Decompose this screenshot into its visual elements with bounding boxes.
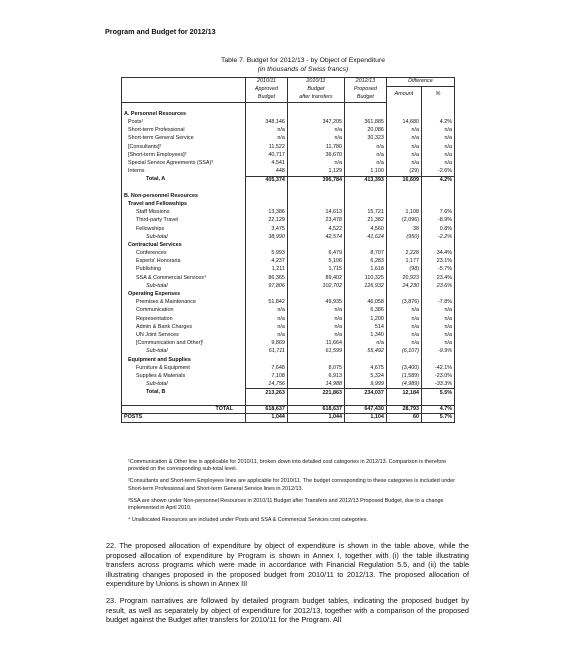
row-value-1: 618,637: [246, 405, 288, 414]
row-value-5: -2.2%: [422, 233, 455, 241]
row-value-2: n/a: [287, 323, 344, 331]
row-label: Supplies & Materials: [122, 373, 246, 381]
row-value-3: [344, 356, 386, 364]
row-value-2: 61,599: [287, 348, 344, 356]
row-value-1: n/a: [246, 307, 288, 315]
amount-header: Amount: [386, 86, 421, 102]
table-row: [122, 176, 455, 184]
table-row: [122, 283, 455, 291]
row-label: Sub-total: [122, 233, 246, 241]
row-value-5: 5.5%: [422, 389, 455, 397]
row-label: Conferences: [122, 250, 246, 258]
row-value-1: 97,806: [246, 283, 288, 291]
row-value-5: 4.2%: [422, 176, 455, 184]
table-row: [122, 348, 455, 356]
row-value-3: n/a: [344, 340, 386, 348]
row-value-4: 1,177: [386, 258, 421, 266]
row-value-4: n/a: [386, 323, 421, 331]
row-value-1: n/a: [246, 135, 288, 143]
row-label: Staff Missions: [122, 209, 246, 217]
table-row: [122, 184, 455, 192]
row-value-3: 5,324: [344, 373, 386, 381]
row-label: [Consultants]²: [122, 143, 246, 151]
row-label: Furniture & Equipment: [122, 364, 246, 372]
row-value-5: -2.6%: [422, 168, 455, 176]
col3-h2: Proposed: [344, 86, 386, 94]
row-value-1: 213,263: [246, 389, 288, 397]
row-label: Fellowships: [122, 225, 246, 233]
col1-h2: Approved: [246, 86, 288, 94]
table-row: [122, 201, 455, 209]
row-value-5: 23.6%: [422, 283, 455, 291]
row-label: [Communication and Other]¹: [122, 340, 246, 348]
row-label: Total, B: [122, 389, 246, 397]
paragraph-22: 22. The proposed allocation of expenditure by object of expenditure is shown in the table above, while the proposed allocation of expenditure by Program is shown in Annex I, together with (i) the table illustrating transfers across programs which were made in accordance with Financial Regulation 5.5, and (ii) the table illustrating changes proposed in the proposed budget from 2010/11 to 2012/13. The proposed allocation of expenditure by Unions is shown in Annex III: [106, 541, 469, 589]
grand-total-row: [122, 405, 455, 414]
row-value-1: 40,717: [246, 152, 288, 160]
row-label: [122, 184, 246, 192]
row-value-2: n/a: [287, 307, 344, 315]
row-value-1: [246, 184, 288, 192]
row-value-2: 49,935: [287, 299, 344, 307]
row-value-4: (2,096): [386, 217, 421, 225]
row-value-3: 413,393: [344, 176, 386, 184]
table-row: [122, 381, 455, 389]
row-value-2: 11,780: [287, 143, 344, 151]
col3-h1: 2012/13: [344, 78, 386, 87]
row-value-4: (4,989): [386, 381, 421, 389]
row-value-3: 4,560: [344, 225, 386, 233]
row-label: Travel and Fellowships: [122, 201, 246, 209]
row-value-4: 16,609: [386, 176, 421, 184]
row-label: Admin & Bank Charges: [122, 323, 246, 331]
row-label: [122, 397, 246, 405]
row-value-3: 1,340: [344, 332, 386, 340]
table-row: [122, 274, 455, 282]
row-label: Interns: [122, 168, 246, 176]
row-value-1: 1,044: [246, 414, 288, 423]
row-value-2: n/a: [287, 332, 344, 340]
row-value-5: [422, 184, 455, 192]
row-value-4: n/a: [386, 127, 421, 135]
row-value-3: 234,037: [344, 389, 386, 397]
table-row: [122, 364, 455, 372]
row-value-3: 1,100: [344, 168, 386, 176]
row-value-5: n/a: [422, 332, 455, 340]
row-value-1: 348,146: [246, 119, 288, 127]
row-value-2: 1,044: [287, 414, 344, 423]
row-value-5: 23.1%: [422, 258, 455, 266]
row-value-3: 110,325: [344, 274, 386, 282]
row-value-3: 1,104: [344, 414, 386, 423]
row-value-5: 4.7%: [422, 405, 455, 414]
row-value-1: 22,129: [246, 217, 288, 225]
row-value-3: [344, 201, 386, 209]
table-header-row-1: [122, 78, 455, 87]
table-row: [122, 225, 455, 233]
table-row: [122, 340, 455, 348]
row-value-1: [246, 102, 288, 110]
row-value-1: 14,756: [246, 381, 288, 389]
row-value-4: [386, 201, 421, 209]
row-value-3: 8,707: [344, 250, 386, 258]
row-value-3: [344, 111, 386, 119]
row-label: Total, A: [122, 176, 246, 184]
row-value-5: -9.9%: [422, 348, 455, 356]
row-value-2: 6,913: [287, 373, 344, 381]
table-row: [122, 373, 455, 381]
row-value-2: 6,479: [287, 250, 344, 258]
posts-row: [122, 414, 455, 423]
row-label: UN Joint Services: [122, 332, 246, 340]
row-value-4: n/a: [386, 332, 421, 340]
row-value-4: n/a: [386, 143, 421, 151]
row-value-3: 41,624: [344, 233, 386, 241]
row-value-2: 618,637: [287, 405, 344, 414]
row-value-5: 5.7%: [422, 414, 455, 423]
row-value-5: -7.8%: [422, 299, 455, 307]
table-row: [122, 266, 455, 274]
row-label: Posts¹: [122, 119, 246, 127]
table-row: [122, 307, 455, 315]
row-value-2: 8,075: [287, 364, 344, 372]
row-value-4: n/a: [386, 152, 421, 160]
row-label: SSA & Commercial Services⁴: [122, 274, 246, 282]
row-value-3: n/a: [344, 152, 386, 160]
row-value-4: n/a: [386, 315, 421, 323]
row-value-1: 4,237: [246, 258, 288, 266]
row-value-2: [287, 397, 344, 405]
table-title-block: [118, 56, 488, 74]
row-value-4: 24,230: [386, 283, 421, 291]
row-label: Operating Expenses: [122, 291, 246, 299]
row-label: Premises & Maintenance: [122, 299, 246, 307]
row-value-4: (98): [386, 266, 421, 274]
row-label: A. Personnel Resources: [122, 111, 246, 119]
row-value-5: n/a: [422, 307, 455, 315]
row-value-4: n/a: [386, 307, 421, 315]
row-value-3: [344, 192, 386, 200]
row-value-4: [386, 102, 421, 110]
row-value-2: 11,664: [287, 340, 344, 348]
table-row: [122, 209, 455, 217]
row-value-3: [344, 291, 386, 299]
row-label: Sub-total: [122, 381, 246, 389]
row-value-4: 14,680: [386, 119, 421, 127]
row-value-5: [422, 397, 455, 405]
row-value-3: 647,430: [344, 405, 386, 414]
row-value-1: 13,386: [246, 209, 288, 217]
row-value-4: n/a: [386, 160, 421, 168]
row-value-5: 34.4%: [422, 250, 455, 258]
row-label: Equipment and Supplies: [122, 356, 246, 364]
row-value-4: (3,400): [386, 364, 421, 372]
row-value-2: 221,863: [287, 389, 344, 397]
row-value-4: (3,876): [386, 299, 421, 307]
row-value-2: 5,106: [287, 258, 344, 266]
row-label: Short-term Professional: [122, 127, 246, 135]
table-row: [122, 192, 455, 200]
row-value-3: 126,932: [344, 283, 386, 291]
row-value-4: 20,923: [386, 274, 421, 282]
row-value-1: n/a: [246, 323, 288, 331]
row-value-3: [344, 102, 386, 110]
row-value-1: [246, 111, 288, 119]
footnote-3: ³SSA are shown under Non-personnel Resources in 2010/11 Budget after Transfers and 2012/13 Proposed Budget, due to a change implemented in April 2010.: [128, 497, 444, 512]
row-value-5: [422, 291, 455, 299]
row-value-2: 23,478: [287, 217, 344, 225]
row-value-1: n/a: [246, 315, 288, 323]
col2-h2: Budget: [287, 86, 344, 94]
table-row: [122, 217, 455, 225]
row-value-4: (29): [386, 168, 421, 176]
row-label: Sub-total: [122, 283, 246, 291]
row-value-1: 51,842: [246, 299, 288, 307]
row-value-1: n/a: [246, 127, 288, 135]
row-value-3: 55,492: [344, 348, 386, 356]
table-row: [122, 315, 455, 323]
table-header-row-2: [122, 86, 455, 94]
table-row: [122, 356, 455, 364]
row-value-4: (950): [386, 233, 421, 241]
row-label: Sub-total: [122, 348, 246, 356]
table-row: [122, 332, 455, 340]
row-value-1: [246, 201, 288, 209]
row-value-3: [344, 184, 386, 192]
row-value-5: n/a: [422, 135, 455, 143]
table-row: [122, 299, 455, 307]
table-row: [122, 233, 455, 241]
row-label: Third-party Travel: [122, 217, 246, 225]
row-value-4: 2,228: [386, 250, 421, 258]
row-value-1: 4,541: [246, 160, 288, 168]
row-value-1: 9,869: [246, 340, 288, 348]
row-value-5: n/a: [422, 143, 455, 151]
row-value-1: 7,108: [246, 373, 288, 381]
row-value-3: [344, 397, 386, 405]
row-value-5: 0.8%: [422, 225, 455, 233]
col3-h3: Budget: [344, 94, 386, 102]
col2-h1: 2010/11: [287, 78, 344, 87]
row-value-5: n/a: [422, 127, 455, 135]
row-value-5: [422, 201, 455, 209]
row-value-4: 38: [386, 225, 421, 233]
row-label: Publishing: [122, 266, 246, 274]
row-value-1: 405,374: [246, 176, 288, 184]
row-value-4: [386, 291, 421, 299]
row-value-1: [246, 192, 288, 200]
row-value-3: 6,386: [344, 307, 386, 315]
table-row: [122, 135, 455, 143]
row-value-5: 4.2%: [422, 119, 455, 127]
table-row: [122, 168, 455, 176]
row-value-3: 21,382: [344, 217, 386, 225]
row-value-4: [386, 356, 421, 364]
row-value-2: 1,715: [287, 266, 344, 274]
row-value-2: [287, 111, 344, 119]
row-value-4: n/a: [386, 135, 421, 143]
row-value-2: 14,613: [287, 209, 344, 217]
row-value-4: n/a: [386, 340, 421, 348]
row-value-4: 60: [386, 414, 421, 423]
row-value-4: 28,793: [386, 405, 421, 414]
row-value-3: [344, 242, 386, 250]
row-value-3: 46,058: [344, 299, 386, 307]
row-value-2: 36,670: [287, 152, 344, 160]
row-value-5: -8.9%: [422, 217, 455, 225]
row-value-1: [246, 356, 288, 364]
row-value-3: 20,086: [344, 127, 386, 135]
row-value-5: [422, 192, 455, 200]
row-value-5: 23.4%: [422, 274, 455, 282]
row-value-4: 12,184: [386, 389, 421, 397]
row-value-3: n/a: [344, 160, 386, 168]
row-value-5: [422, 102, 455, 110]
row-value-2: n/a: [287, 127, 344, 135]
row-value-3: 30,323: [344, 135, 386, 143]
row-value-5: n/a: [422, 315, 455, 323]
row-value-2: 396,784: [287, 176, 344, 184]
table-row: [122, 119, 455, 127]
col2-h3: after transfers: [287, 94, 344, 102]
footnote-4: ⁴ Unallocated Resources are included under Posts and SSA & Commercial Services cost categories.: [128, 517, 368, 524]
row-value-1: 86,365: [246, 274, 288, 282]
row-value-2: 42,574: [287, 233, 344, 241]
row-value-3: 4,675: [344, 364, 386, 372]
row-value-5: [422, 356, 455, 364]
row-value-4: [386, 111, 421, 119]
row-label: Experts' Honoraria: [122, 258, 246, 266]
row-value-4: 1,108: [386, 209, 421, 217]
row-value-4: [386, 184, 421, 192]
row-label: POSTS: [122, 414, 246, 423]
row-value-1: n/a: [246, 332, 288, 340]
row-value-4: [386, 242, 421, 250]
footnote-2: ²Consultants and Short-term Employees lines are applicable for 2010/11. The budget corresponding to these categories is included under Short-term Professional and Short-term General Service lines in 2012/13.: [128, 478, 456, 492]
row-value-3: 6,283: [344, 258, 386, 266]
row-value-2: [287, 102, 344, 110]
footnotes: [128, 459, 458, 529]
row-value-2: [287, 291, 344, 299]
row-value-3: 15,721: [344, 209, 386, 217]
row-value-2: n/a: [287, 315, 344, 323]
row-value-1: 7,648: [246, 364, 288, 372]
row-value-3: n/a: [344, 143, 386, 151]
row-value-2: 102,702: [287, 283, 344, 291]
row-value-2: [287, 184, 344, 192]
table-row: [122, 102, 455, 110]
row-value-3: 1,618: [344, 266, 386, 274]
table-row: [122, 389, 455, 397]
row-value-1: 3,475: [246, 225, 288, 233]
row-value-1: 11,522: [246, 143, 288, 151]
row-value-1: 61,711: [246, 348, 288, 356]
row-value-5: n/a: [422, 152, 455, 160]
table-row: [122, 127, 455, 135]
row-value-2: [287, 201, 344, 209]
paragraph-23: 23. Program narratives are followed by detailed program budget tables, indicating the proposed budget by result, as well as separately by object of expenditure for 2012/13, together with a comparison of the proposed budget against the Budget after transfers for 2010/11 for the Program. All: [106, 596, 469, 625]
row-value-2: 14,988: [287, 381, 344, 389]
row-value-5: 7.6%: [422, 209, 455, 217]
row-value-2: [287, 242, 344, 250]
row-label: Representation: [122, 315, 246, 323]
row-value-4: (1,589): [386, 373, 421, 381]
row-value-2: n/a: [287, 135, 344, 143]
row-label: Short-term General Service: [122, 135, 246, 143]
table-row: [122, 250, 455, 258]
difference-header: Difference: [386, 78, 454, 87]
row-value-5: -42.1%: [422, 364, 455, 372]
row-value-1: 1,211: [246, 266, 288, 274]
page-header: Program and Budget for 2012/13: [105, 27, 216, 36]
row-value-5: n/a: [422, 323, 455, 331]
budget-table: [121, 77, 455, 423]
row-value-1: 448: [246, 168, 288, 176]
row-value-2: 347,205: [287, 119, 344, 127]
row-label: Special Service Agreements (SSA)³: [122, 160, 246, 168]
row-value-1: 5,993: [246, 250, 288, 258]
row-value-5: [422, 111, 455, 119]
table-subtitle: (in thousands of Swiss francs): [257, 66, 349, 73]
row-label: TOTAL: [122, 405, 246, 414]
table-row: [122, 152, 455, 160]
row-value-5: -33.3%: [422, 381, 455, 389]
row-value-5: -5.7%: [422, 266, 455, 274]
col1-h1: 2010/11: [246, 78, 288, 87]
row-value-4: (6,107): [386, 348, 421, 356]
row-value-5: n/a: [422, 160, 455, 168]
row-value-1: [246, 242, 288, 250]
table-row: [122, 323, 455, 331]
table-row: [122, 143, 455, 151]
row-value-2: [287, 356, 344, 364]
row-value-2: 4,522: [287, 225, 344, 233]
col1-h3: Budget: [246, 94, 288, 102]
percent-header: %: [422, 86, 455, 102]
row-label: B. Non-personnel Resources: [122, 192, 246, 200]
row-value-5: [422, 242, 455, 250]
table-title: Table 7. Budget for 2012/13 - by Object of Expenditure: [221, 57, 385, 64]
table-row: [122, 397, 455, 405]
row-value-3: 514: [344, 323, 386, 331]
table-row: [122, 242, 455, 250]
row-label: [Short-term Employees]²: [122, 152, 246, 160]
row-value-1: 38,990: [246, 233, 288, 241]
row-value-4: [386, 397, 421, 405]
row-value-3: 9,999: [344, 381, 386, 389]
row-value-2: [287, 192, 344, 200]
footnote-1: ¹Communication & Other line is applicable for 2010/11, broken down into detailed cost categories in 2012/13. Comparison is therefore provided on the corresponding sub-total level.: [128, 459, 447, 473]
row-value-2: 1,129: [287, 168, 344, 176]
row-value-5: n/a: [422, 340, 455, 348]
row-value-1: [246, 291, 288, 299]
row-label: Communication: [122, 307, 246, 315]
row-value-2: n/a: [287, 160, 344, 168]
row-value-2: 89,402: [287, 274, 344, 282]
table-row: [122, 291, 455, 299]
row-value-1: [246, 397, 288, 405]
row-value-4: [386, 192, 421, 200]
table-row: [122, 258, 455, 266]
table-row: [122, 160, 455, 168]
row-value-3: 361,885: [344, 119, 386, 127]
table-row: [122, 111, 455, 119]
row-label: [122, 102, 246, 110]
row-value-3: 1,200: [344, 315, 386, 323]
row-value-5: -23.0%: [422, 373, 455, 381]
row-label: Contractual Services: [122, 242, 246, 250]
